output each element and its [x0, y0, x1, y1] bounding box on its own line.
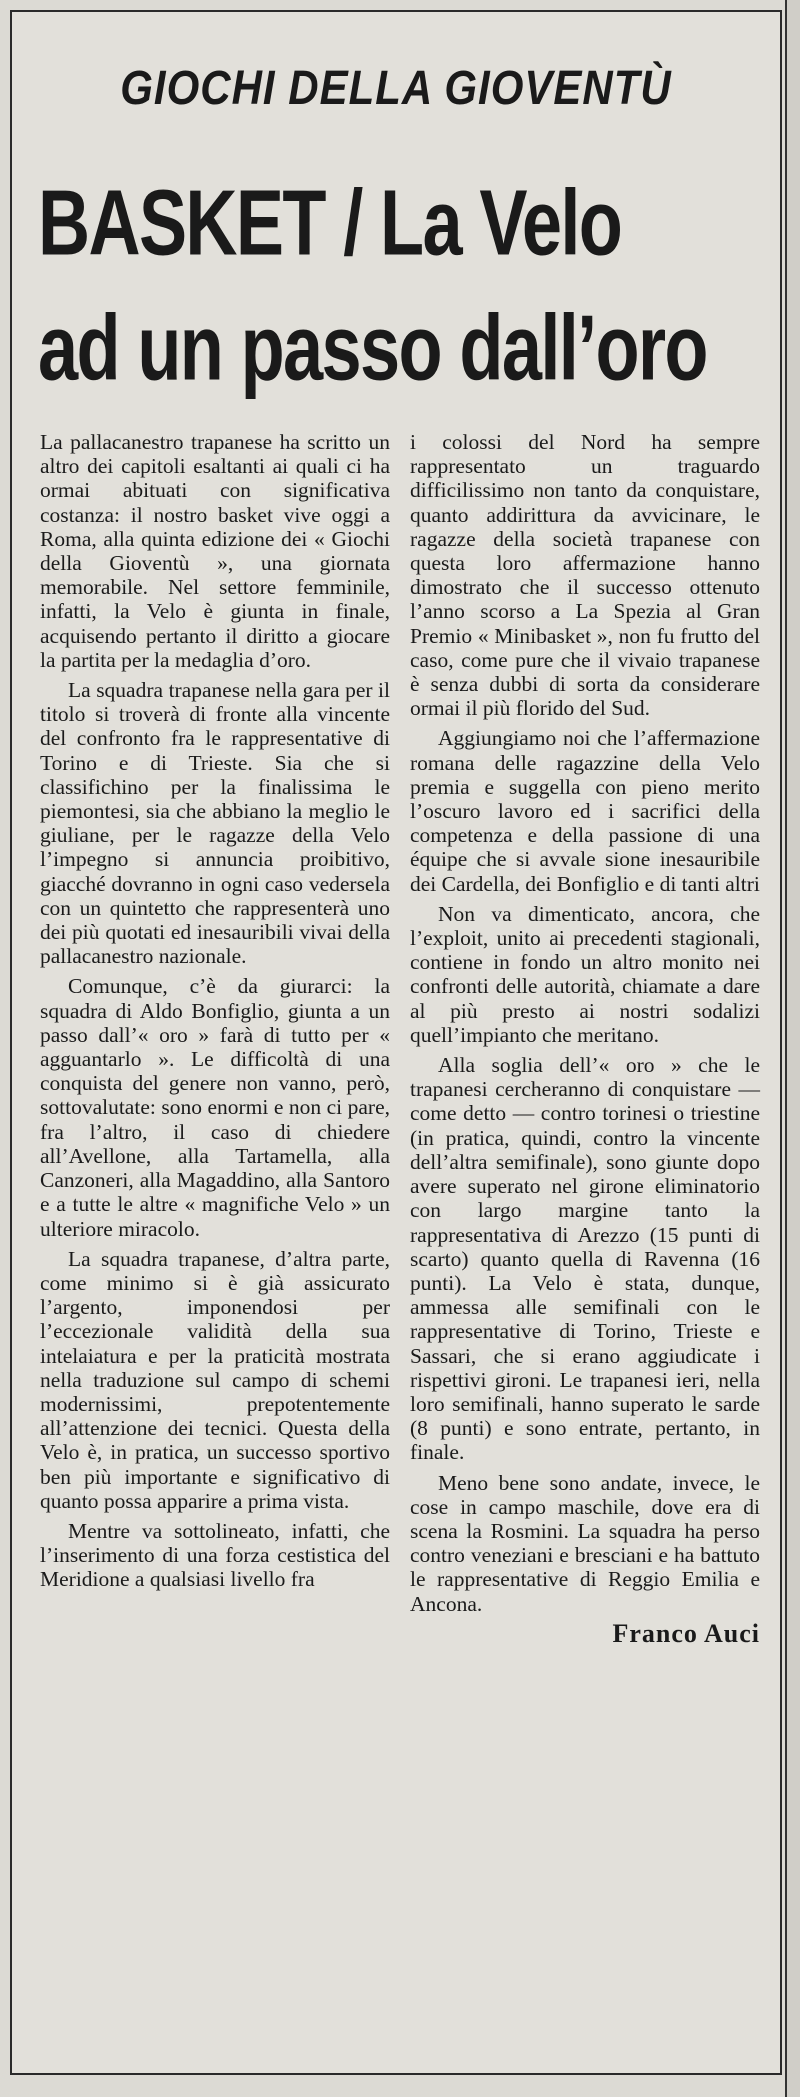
paragraph: La squadra trapanese, d’altra parte, come minimo si è già assicurato l’argento, imponendosi per l’eccezionale validità della sua intelaiatura e per la praticità mostrata nella traduzione sul campo di schemi modernissimi, prepotentemente all’attenzione dei tecnici. Questa della Velo è, in pratica, un successo sportivo ben più importante e significativo di quanto possa apparire a prima vista.	[40, 1246, 390, 1513]
headline-line-2: ad un passo dall’oro	[38, 295, 707, 400]
paragraph: Mentre va sottolineato, infatti, che l’inserimento di una forza cestistica del Meridione a qualsiasi livello fra	[40, 1518, 390, 1592]
paragraph: Comunque, c’è da giurarci: la squadra di Aldo Bonfiglio, giunta a un passo dall’« oro » farà di tutto per « agguantarlo ». Le difficoltà di una conquista del genere non vanno, però, sottovalutate: sono enormi e non ci pare, fra l’altro, il caso di chiedere all’Avellone, alla Tartamella, alla Canzoneri, alla Magaddino, alla Santoro e a tutte le altre « magnifiche Velo » un ulteriore miracolo.	[40, 974, 390, 1241]
headline-line-1: BASKET / La Velo	[38, 170, 622, 275]
adjacent-clipping-edge	[785, 0, 800, 2097]
article-column-left	[40, 430, 390, 1598]
paragraph: i colossi del Nord ha sempre rappresentato un traguardo difficilissimo non tanto da conquistare, quanto addirittura da avvicinare, le ragazze della società trapanese con questa loro affermazione hanno dimostrato che il successo ottenuto l’anno scorso a La Spezia al Gran Premio « Minibasket », non fu frutto del caso, come pure che il vivaio trapanese è senza dubbi di sorta da considerare ormai il più florido del Sud.	[410, 430, 760, 721]
article-kicker: GIOCHI DELLA GIOVENTÙ	[120, 60, 672, 115]
paragraph: Aggiungiamo noi che l’affermazione romana delle ragazzine della Velo premia e suggella con pieno merito l’oscuro lavoro ed i sacrifici della competenza e della passione di una équipe che si avvale sione inesauribile dei Cardella, dei Bonfiglio e di tanti altri	[410, 726, 760, 896]
paragraph: La squadra trapanese nella gara per il titolo si troverà di fronte alla vincente del confronto fra le rappresentative di Torino e di Trieste. Sia che si classifichino per la finalissima le piemontesi, sia che abbiano la meglio le giuliane, per le ragazze della Velo l’impegno si annuncia proibitivo, giacché dovranno in ogni caso vedersela con un quintetto che rappresenterà uno dei più quotati ed inesauribili vivai della pallacanestro nazionale.	[40, 678, 390, 969]
paragraph: Meno bene sono andate, invece, le cose in campo maschile, dove era di scena la Rosmini. La squadra ha perso contro veneziani e bresciani e ha battuto le rappresentative di Reggio Emilia e Ancona.	[410, 1470, 760, 1616]
article-column-right	[410, 430, 760, 1646]
paragraph: La pallacanestro trapanese ha scritto un altro dei capitoli esaltanti ai quali ci ha ormai abituati con significativa costanza: il nostro basket vive oggi a Roma, alla quinta edizione dei « Giochi della Gioventù », una giornata memorabile. Nel settore femminile, infatti, la Velo è giunta in finale, acquisendo pertanto il diritto a giocare la partita per la medaglia d’oro.	[40, 430, 390, 672]
byline: Franco Auci	[612, 1618, 760, 1648]
paragraph: Non va dimenticato, ancora, che l’exploit, unito ai precedenti stagionali, contiene in fondo un altro monito nei confronti delle autorità, chiamate a dare al più presto ai nostri sodalizi quell’impianto che meritano.	[410, 901, 760, 1047]
paragraph: Alla soglia dell’« oro » che le trapanesi cercheranno di conquistare — come detto — contro torinesi o triestine (in pratica, quindi, contro la vincente dell’altra semifinale), sono giunte dopo avere superato nel girone eliminatorio con largo margine tanto la rappresentativa di Arezzo (15 punti di scarto) quanto quella di Ravenna (16 punti). La Velo è stata, dunque, ammessa alle semifinali con le rappresentative di Torino, Trieste e Sassari, che si erano aggiudicate i rispettivi gironi. Le trapanesi ieri, nella loro semifinali, hanno superato le sarde (8 punti) e sono entrate, pertanto, in finale.	[410, 1053, 760, 1465]
